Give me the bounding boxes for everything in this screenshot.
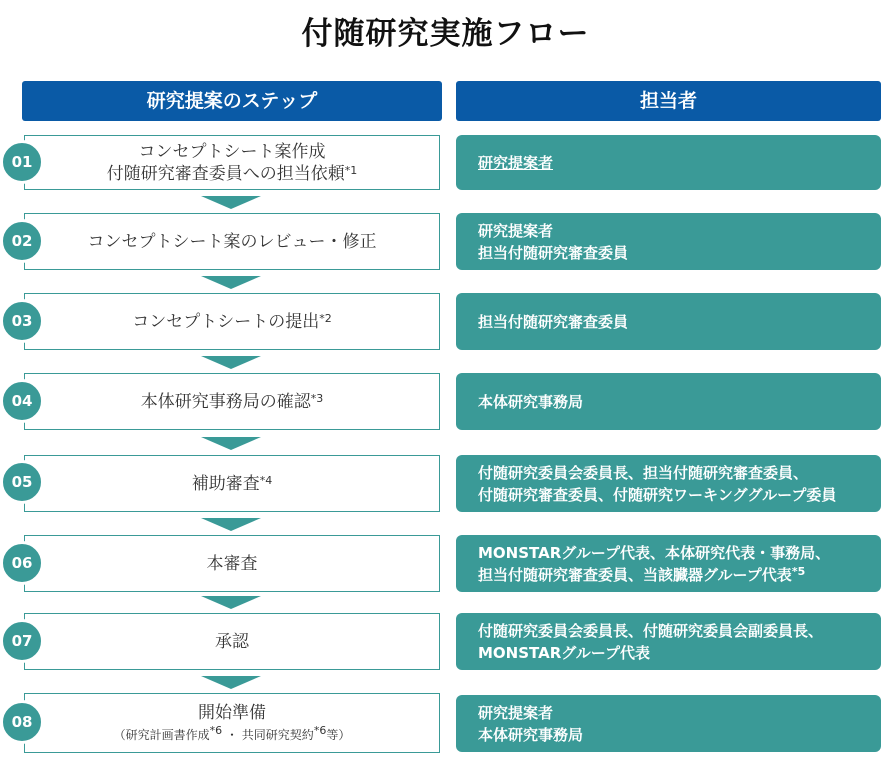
step-label: 開始準備 <box>198 703 266 723</box>
flow-arrow <box>201 356 261 369</box>
owner-label: MONSTARグループ代表、本体研究代表・事務局、 <box>478 543 831 562</box>
owner-box-01 <box>456 135 881 190</box>
flow-arrow <box>201 518 261 531</box>
owner-label: 本体研究事務局 <box>478 392 584 411</box>
step-text <box>141 391 324 413</box>
owner-box-03 <box>456 293 881 350</box>
flow-arrow <box>201 276 261 289</box>
step-box-06 <box>24 535 440 592</box>
footnote-marker: *3 <box>310 391 324 405</box>
step-text <box>192 473 273 495</box>
flow-arrow <box>201 676 261 689</box>
step-label: 本審査 <box>206 553 258 574</box>
flow-arrow <box>201 196 261 209</box>
step-box-01 <box>24 135 440 190</box>
footnote-marker: *1 <box>344 163 358 177</box>
owner-label: 研究提案者 <box>478 221 554 240</box>
step-text <box>198 702 266 724</box>
owner-label: 担当付随研究審査委員 <box>478 243 629 262</box>
owner-box-08 <box>456 695 881 752</box>
step-box-04 <box>24 373 440 430</box>
step-text <box>139 141 326 163</box>
footnote-marker: *6 <box>313 724 327 737</box>
step-sub-label: 等） <box>326 728 351 742</box>
flow-arrow <box>201 596 261 609</box>
step-sub-label: （研究計画書作成 <box>113 728 210 742</box>
step-box-03 <box>24 293 440 350</box>
owner-label: MONSTARグループ代表 <box>478 643 651 662</box>
step-subtext <box>114 726 351 744</box>
page-title: 付随研究実施フロー <box>301 16 590 52</box>
step-number-07: 07 <box>0 619 44 663</box>
step-number-03: 03 <box>0 299 44 343</box>
step-text <box>132 311 332 333</box>
step-box-07 <box>24 613 440 670</box>
flow-arrow <box>201 437 261 450</box>
footnote-marker: *4 <box>259 473 273 487</box>
step-box-05 <box>24 455 440 512</box>
step-label: 付随研究審査委員への担当依頼 <box>106 163 345 184</box>
owner-text <box>478 564 881 586</box>
owner-label: 本体研究事務局 <box>478 725 584 744</box>
step-text <box>207 553 258 575</box>
step-label: 承認 <box>215 631 249 652</box>
owner-label: 研究提案者 <box>478 153 554 172</box>
owner-box-05 <box>456 455 881 512</box>
step-label: コンセプトシートの提出 <box>132 311 320 332</box>
step-box-02 <box>24 213 440 270</box>
owner-box-04 <box>456 373 881 430</box>
owner-box-07 <box>456 613 881 670</box>
owner-label: 付随研究委員会委員長、付随研究委員会副委員長、 <box>478 621 824 640</box>
owner-label: 担当付随研究審査委員、当該臓器グループ代表 <box>478 565 792 584</box>
owner-column-header: 担当者 <box>456 81 881 121</box>
step-number-01: 01 <box>0 140 44 184</box>
owner-label: 付随研究委員会委員長、担当付随研究審査委員、 <box>478 463 809 482</box>
owner-label: 研究提案者 <box>478 703 554 722</box>
step-box-08 <box>24 693 440 753</box>
owner-label: 付随研究審査委員、付随研究ワーキンググループ委員 <box>478 485 837 504</box>
step-label: 本体研究事務局の確認 <box>140 391 311 412</box>
step-number-08: 08 <box>0 700 44 744</box>
step-label: コンセプトシート案作成 <box>138 141 326 162</box>
footnote-marker: *2 <box>319 311 332 325</box>
step-text <box>88 231 377 253</box>
step-text <box>215 631 249 653</box>
step-number-02: 02 <box>0 219 44 263</box>
step-sub-label: ・ 共同研究契約 <box>222 728 314 742</box>
owner-box-02 <box>456 213 881 270</box>
step-text <box>107 163 358 185</box>
steps-column-header: 研究提案のステップ <box>22 81 442 121</box>
footnote-marker: *6 <box>209 724 223 737</box>
owner-box-06 <box>456 535 881 592</box>
footnote-marker: *5 <box>791 564 806 578</box>
step-label: 補助審査 <box>191 473 260 494</box>
owner-label: 担当付随研究審査委員 <box>478 312 629 331</box>
step-number-06: 06 <box>0 541 44 585</box>
step-number-04: 04 <box>0 379 44 423</box>
step-label: コンセプトシート案のレビュー・修正 <box>87 231 377 252</box>
step-number-05: 05 <box>0 460 44 504</box>
